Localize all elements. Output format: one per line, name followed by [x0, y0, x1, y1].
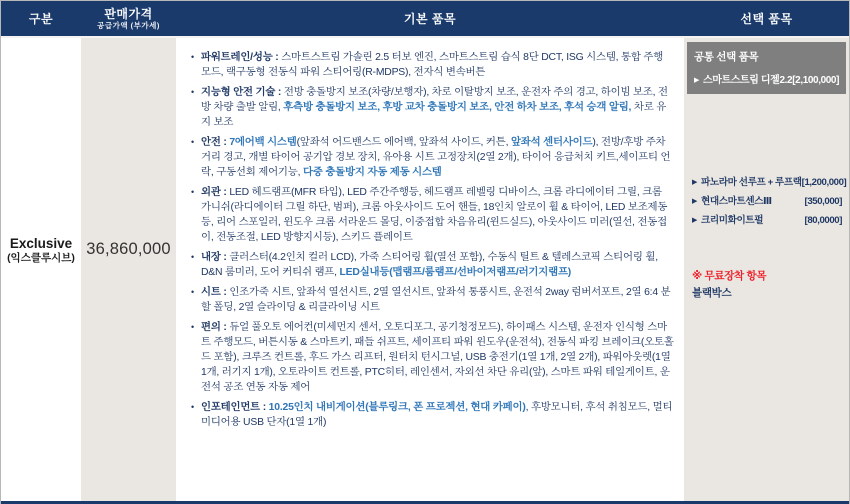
- free-install-item: 블랙박스: [692, 287, 732, 299]
- feature-section-label: 안전 :: [201, 137, 230, 148]
- feature-section-label: 시트 :: [201, 287, 230, 298]
- trim-name: [7, 236, 75, 501]
- optional-item: [692, 193, 842, 207]
- feature-section-text: [201, 50, 674, 80]
- feature-section: [191, 400, 674, 430]
- arrow-icon: ▶: [692, 179, 697, 186]
- optional-item-price: [1,200,000]: [801, 177, 847, 188]
- optional-item-name: 현대스마트센스Ⅲ: [700, 196, 772, 207]
- optional-items-cell: [684, 38, 849, 501]
- header-basic-items-label: 기본 품목: [403, 12, 457, 26]
- common-option-item: [694, 71, 839, 86]
- header-optional-items: [684, 1, 849, 36]
- basic-items-cell: [176, 38, 684, 501]
- feature-text: 듀얼 풀오토 에어컨(미세먼지 센서, 오토디포그, 공기청정모드), 하이패스 시스템, 운전자 인식형 스마트 주행모드, 버튼시동 & 스마트키, 패들 쉬프트, 세이프티 파워 윈도우(운전석), 전동식 파킹 브레이크(오토홀드 포함), 크루즈 컨트롤, 후드 가스 리프터, 원터치 턴시그널, USB 충전기(1열 1개, 2열 2개), 파워아웃렛(1열 1개, 러기지 1개), 오토라이트 컨트롤, PTC히터, 레인센서, 자외선 차단 유리(앞), 스마트 파워 테일게이트, 운전석 공조 연동 자동 제어: [201, 322, 674, 393]
- feature-text: (앞좌석 어드밴스드 에어백, 앞좌석 사이드, 커튼,: [296, 137, 511, 148]
- optional-item: [692, 174, 847, 188]
- feature-section-text: [201, 400, 674, 430]
- feature-text: 차로 유지 보조: [201, 102, 667, 128]
- arrow-icon: ▶: [692, 198, 697, 205]
- header-category-label: 구분: [28, 12, 54, 26]
- feature-text: 클러스터(4.2인치 컬러 LCD), 가죽 스티어링 휠(열선 포함), 수동식 틸트 & 텔레스코픽 스티어링 휠, D&N 룸미러, 도어 커티쉬 램프,: [201, 252, 658, 278]
- feature-section-label: 외관 :: [201, 187, 230, 198]
- bullet-icon: •: [191, 52, 195, 62]
- feature-highlight-text: 10.25인치 내비게이션(블루링크, 폰 프로젝션, 현대 카페이): [268, 402, 526, 413]
- feature-highlight-text: 7에어백 시스템: [229, 137, 297, 148]
- arrow-icon: ▶: [692, 217, 697, 224]
- feature-text: , 후방모니터, 후석 취침모드, 멀티미디어용 USB 단자(1열 1개): [201, 402, 673, 428]
- feature-section-text: [201, 185, 674, 245]
- feature-highlight-text: 다중 충돌방지 자동 제동 시스템: [302, 167, 442, 178]
- feature-section-label: 내장 :: [201, 252, 230, 263]
- feature-text: 전방 충돌방지 보조(차량/보행자), 차로 이탈방지 보조, 운전자 주의 경고, 하이빔 보조, 전방 차량 출발 알림,: [201, 87, 668, 113]
- bullet-icon: •: [191, 322, 195, 332]
- price-cell: [81, 38, 176, 501]
- feature-text: 인조가죽 시트, 앞좌석 열선시트, 2열 열선시트, 앞좌석 통풍시트, 운전석 2way 럼버서포트, 2열 6:4 분할 폴딩, 2열 슬라이딩 & 리클라이닝 시트: [201, 287, 671, 313]
- table-header-row: [1, 1, 849, 36]
- header-price: [81, 1, 176, 36]
- table-body-row: [1, 38, 849, 501]
- feature-section: [191, 185, 674, 245]
- feature-section-text: [201, 285, 674, 315]
- feature-section-label: 편의 :: [201, 322, 230, 333]
- feature-highlight-text: 후측방 충돌방지 보조, 후방 교차 충돌방지 보조, 안전 하차 보조, 후석 승객 알림,: [283, 102, 632, 113]
- feature-section: [191, 250, 674, 280]
- free-install-note: ※ 무료장착 항목: [692, 270, 767, 282]
- feature-section-text: [201, 250, 674, 280]
- feature-section-text: [201, 135, 674, 180]
- feature-section: [191, 85, 674, 130]
- bullet-icon: •: [191, 187, 195, 197]
- feature-section: [191, 50, 674, 80]
- optional-item-name: 파노라마 선루프 + 루프랙: [700, 177, 802, 188]
- header-category: [1, 1, 81, 36]
- trim-cell: [1, 38, 81, 501]
- common-option-item-price: [2,100,000]: [792, 75, 839, 86]
- feature-section-text: [201, 85, 674, 130]
- feature-section: [191, 285, 674, 315]
- common-option-box: [687, 42, 846, 94]
- feature-section-label: 파워트레인/성능 :: [201, 52, 282, 63]
- feature-section-label: 지능형 안전 기술 :: [201, 87, 284, 98]
- feature-text: LED 헤드램프(MFR 타입), LED 주간주행등, 헤드램프 레벨링 디바이스, 크롬 라디에이터 그릴, 크롬 가니쉬(라디에이터 그릴 하단, 범퍼), 크롬 아웃사이드 도어 핸들, 18인치 알로이 휠 & 타이어, LED 보조제동등, 리어 스포일러, 윈도우 크롬 서라운드 몰딩, 이중접합 차음유리(윈드실드), 아웃사이드 미러(열선, 전동접이, 전동조절, LED 방향지시등), 스키드 플레이트: [201, 187, 668, 243]
- bullet-icon: •: [191, 287, 195, 297]
- optional-item-name: 크리미화이트펄: [700, 215, 764, 226]
- trim-name-en: Exclusive: [9, 236, 73, 251]
- feature-text: 스마트스트림 가솔린 2.5 터보 엔진, 스마트스트림 습식 8단 DCT, ISG 시스템, 통합 주행 모드, 랙구동형 전동식 파워 스티어링(R-MDPS), 전자식 변속버튼: [201, 52, 664, 78]
- header-basic-items: [176, 1, 684, 36]
- arrow-icon: ▶: [694, 77, 699, 84]
- feature-section: [191, 320, 674, 395]
- optional-items-list: [687, 174, 846, 226]
- common-option-item-name: 스마트스트림 디젤2.2: [702, 75, 793, 86]
- feature-highlight-text: LED실내등(맵램프/룸램프/선바이저램프/러기지램프): [339, 267, 572, 278]
- bullet-icon: •: [191, 402, 195, 412]
- header-optional-items-label: 선택 품목: [740, 12, 793, 26]
- optional-item-price: [350,000]: [804, 196, 842, 207]
- trim-price-value: 36,860,000: [86, 240, 171, 258]
- header-price-sublabel: 공급가액 (부가세): [97, 20, 160, 30]
- bullet-icon: •: [191, 87, 195, 97]
- basic-items-list: [191, 50, 674, 430]
- feature-text: ), 전방/후방 주차 거리 경고, 개별 타이어 공기압 경보 장치, 유아용 시트 고정장치(2열 2개), 타이어 응급처치 키트,세이프티 언락, 구동선회 제어기능,: [201, 137, 671, 178]
- header-price-label: 판매가격: [104, 6, 153, 21]
- bullet-icon: •: [191, 252, 195, 262]
- trim-name-kr: (익스클루시브): [7, 252, 75, 264]
- optional-item-price: [80,0000]: [804, 215, 842, 226]
- feature-section-text: [201, 320, 674, 395]
- feature-section-label: 인포테인먼트 :: [201, 402, 269, 413]
- feature-highlight-text: 앞좌석 센터사이드: [510, 137, 593, 148]
- optional-item: [692, 212, 842, 226]
- common-option-title: 공통 선택 품목: [694, 51, 759, 63]
- bullet-icon: •: [191, 137, 195, 147]
- feature-section: [191, 135, 674, 180]
